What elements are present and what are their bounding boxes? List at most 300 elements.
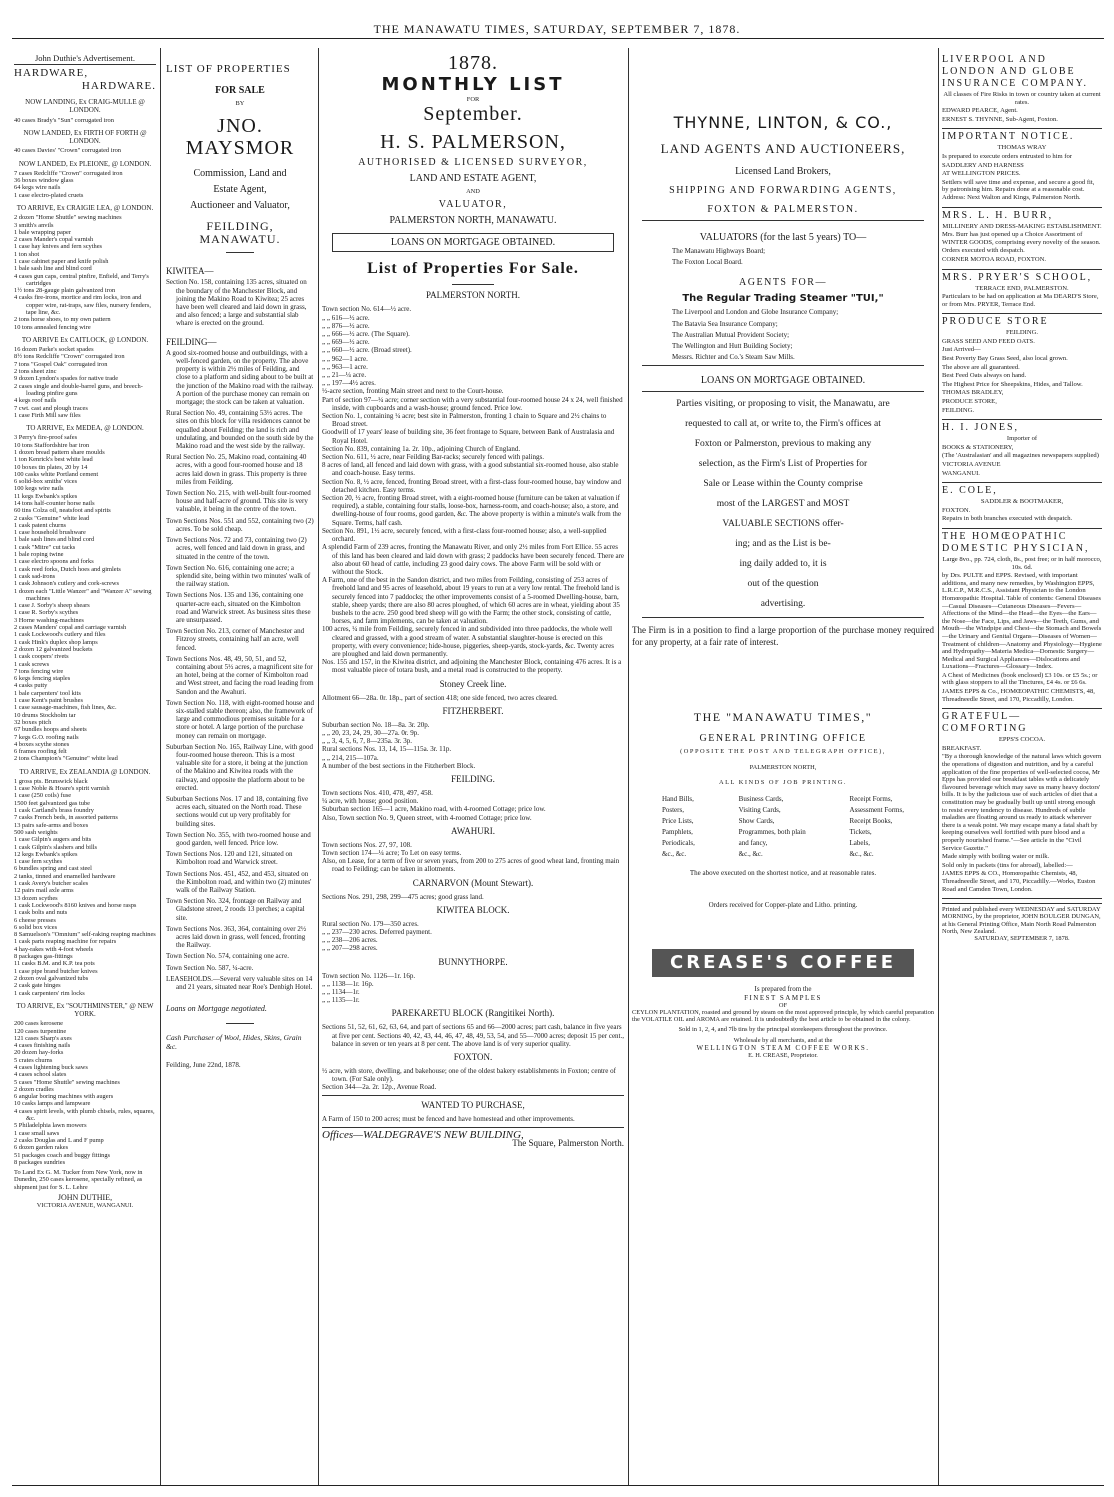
- list-entry: most of the LARGEST and MOST: [716, 499, 850, 510]
- masthead: THE MANAWATU TIMES, SATURDAY, SEPTEMBER 7, 1878.: [373, 22, 741, 36]
- wanted-head: WANTED TO PURCHASE,: [322, 1095, 624, 1112]
- region-head: BUNNYTHORPE.: [438, 956, 508, 967]
- shipment-item: 4 casks fire-irons, mortice and rim locks, iron and copper wire, rat-traps, saw files, nursery fenders, tape line, &c.: [14, 294, 151, 317]
- region-head: PALMERSTON NORTH.: [426, 290, 520, 301]
- section-head: FEILDING—: [166, 336, 217, 347]
- list-entry: &c., &c.: [849, 850, 874, 859]
- shipment-item: 1 ton shot: [14, 250, 40, 258]
- ad-line: CORNER MOTOA ROAD, FOXTON.: [942, 255, 1046, 263]
- list-entry: Town Sections Nos. 363, 364, containing over 2½ acres laid down in grass, well fenced, fronting the Railway.: [166, 924, 307, 950]
- for-label: FOR: [466, 96, 480, 103]
- ad-line: EDWARD PEARCE, Agent.: [942, 107, 1018, 115]
- coffee-line: Is prepared from the: [754, 985, 812, 994]
- shipment-item: 1 cask Lockwood's cutlery and files: [14, 631, 106, 639]
- firm-name: THYNNE, LINTON, & CO.,: [673, 113, 893, 132]
- list-entry: Section No. 839, containing 1a. 2r. 10p., adjoining Church of England.: [322, 444, 521, 453]
- list-entry: Also, Town section No. 9, Queen street, with 4-roomed Cottage; price low.: [322, 813, 532, 822]
- shipment-item: 100 kegs wire nails: [14, 485, 64, 493]
- shipment-items: [14, 346, 156, 419]
- shipment-item: 5 crates churns: [14, 1056, 53, 1064]
- and-label: AND: [466, 188, 480, 196]
- offices-address: The Square, Palmerston North.: [512, 1138, 624, 1149]
- list-entry: requested to call at, or write to, the Firm's offices at: [685, 419, 881, 430]
- ad-line: "By a thorough knowledge of the natural laws which govern the operations of digestion and nutrition, and by a careful application of the fine properties of well-selected cocoa, Mr Epps has provided our breakfast tables with a delicately flavoured beverage which may save us many heavy doctors' bills. It is by the judicious use of such articles of diet that a constitution may be gradually built up until strong enough to resist every tendency to disease. Hundreds of subtle maladies are floating around us ready to attack wherever there is a weak point. We may escape many a fatal shaft by keeping ourselves well fortified with pure blood and a properly nourished frame."—See article in the "Civil Service Gazette.": [942, 753, 1102, 852]
- region-head: PAREKARETU BLOCK (Rangitikei North).: [391, 1008, 555, 1019]
- list-entry: Also, on Lease, for a term of five or seven years, from 200 to 275 acres of good wheat land, fronting main road to Feilding; can be taken in allotments.: [322, 857, 620, 874]
- ad-title: MRS. PRYER'S SCHOOL,: [942, 271, 1093, 283]
- ad-line: BOOKS & STATIONERY,: [942, 443, 1014, 451]
- list-entry: „ „ 1138—1r. 16p.: [322, 979, 374, 988]
- shipment-item: 1 bale roping twine: [14, 551, 64, 559]
- awahuri-list: [322, 841, 624, 874]
- shipment-item: 500 sash weights: [14, 828, 58, 836]
- shipment-item: 2 casks Douglas and L and F pump: [14, 1136, 104, 1144]
- shipment-item: 2 tons Champion's "Genuine" white lead: [14, 755, 118, 763]
- list-entry: Town Section No. 355, with two-roomed house and good garden, well fenced. Price low.: [166, 830, 311, 847]
- hardware-title: HARDWARE.: [81, 80, 156, 93]
- ad-line: The Highest Price for Sheepskins, Hides, and Tallow.: [942, 380, 1083, 388]
- list-entry: The Liverpool and London and Globe Insurance Company;: [672, 308, 839, 317]
- agents-list: [632, 308, 934, 361]
- bottom-rule: [12, 1485, 1104, 1486]
- ad-line: Just Arrived—: [942, 346, 981, 354]
- list-entry: and fancy,: [738, 839, 768, 848]
- firm-line: Licensed Land Brokers,: [735, 166, 831, 177]
- region-head: AWAHURI.: [450, 825, 496, 836]
- kiwitea-list: [166, 278, 314, 327]
- shipment-item: 11 kegs Ewbank's spikes: [14, 492, 78, 500]
- shipment-item: 2 tons sheet zinc: [14, 368, 57, 376]
- coffee-banner: CREASE'S COFFEE: [652, 949, 914, 977]
- pn: PALMERSTON NORTH,: [749, 763, 817, 771]
- shipment-item: 1 gross pts. Brunswick black: [14, 777, 88, 785]
- ad-line: FEILDING.: [1005, 329, 1039, 337]
- small-ad: [942, 420, 1102, 483]
- ad-line: Particulars to be had on application at Ma DEARD'S Store, or from Mrs. PRYER, Terrace End.: [942, 293, 1099, 308]
- duthie-advertisement: [14, 52, 156, 1485]
- list-entry: The Manawatu Highways Board;: [672, 247, 766, 255]
- shipment-item: 67 bundles hoops and sheets: [14, 726, 87, 734]
- list-entry: Sale or Lease within the County comprise: [703, 479, 863, 490]
- list-entry: Goodwill of 17 years' lease of building site, 36 feet frontage to Square, between Bank of Australasia and Royal Hotel.: [322, 428, 615, 445]
- executed: The above executed on the shortest notice, and at reasonable rates.: [689, 869, 877, 878]
- ad-line: A Chest of Medicines (book enclosed) £3 10s. or £5 5s.; or with glass stoppers to all the Tinctures, £4 4s. or £6 6s.: [942, 671, 1098, 687]
- column-divider: [318, 48, 319, 1485]
- ad-line: SADDLERY AND HARNESS: [942, 161, 1024, 169]
- ceylon-text: CEYLON PLANTATION, roasted and ground by steam on the most approved principle, by which careful preparation the VOLATILE OIL and AROMA are retained. It is undoubtedly the best article to be obtained in the colony.: [632, 1009, 934, 1024]
- ad-title: PRODUCE STORE: [942, 316, 1049, 328]
- list-entry: The Wellington and Hutt Building Society;: [672, 342, 793, 351]
- list-entry: Tickets,: [849, 828, 872, 837]
- hardware-title: HARDWARE,: [14, 67, 89, 80]
- shipment-item: 1 case household brushware: [14, 529, 86, 537]
- list-entry: VALUABLE SECTIONS offer-: [722, 519, 844, 530]
- shipment-item: 2 cases single and double-barrel guns, and breech-loading pinfire guns: [14, 382, 143, 397]
- shipment-item: 2 dozen oval galvanized tubs: [14, 974, 89, 982]
- shipment-item: 1 case cabinet paper and knife polish: [14, 257, 109, 265]
- shipment-item: 1 case (250 coils) fuse: [14, 792, 72, 800]
- firm-role: LAND AGENTS AND AUCTIONEERS,: [660, 141, 906, 156]
- region-head: CARNARVON (Mount Stewart).: [412, 877, 534, 888]
- shipment-item: 1 ton Kenrick's best white lead: [14, 456, 93, 464]
- list-entry: &c., &c.: [662, 850, 687, 859]
- agent-line: Estate Agent,: [213, 184, 267, 196]
- shipment-sections: [14, 98, 156, 1166]
- shipment-item: 6 solid box vices: [14, 923, 58, 931]
- list-entry: Part of section 97—¼ acre; corner section with a very substantial four-roomed house 24 x 24, well finished inside, with cupboards and a wash-house; ground fenced. Price low.: [322, 395, 623, 412]
- list-entry: Town Section No. 587, ¼-acre.: [166, 963, 254, 972]
- shipment-item: 1 dozen each "Little Wanzer" and "Wanzer A" sewing machines: [14, 587, 152, 602]
- footer-note: To Land Ex G. M. Tucker from New York, now in Dunedin, 250 cases kerosene, specially refined, as shipment just for S. L. Lehre: [14, 1169, 143, 1191]
- ad-title: THE HOMŒOPATHIC DOMESTIC PHYSICIAN,: [942, 530, 1090, 554]
- shipment-items: [14, 147, 156, 154]
- shipment-item: 1 cask Hink's duplex shop lamps: [14, 638, 98, 646]
- shipment-item: 121 cases Sharp's axes: [14, 1034, 72, 1042]
- list-entry: Town section 174—¼ acre; To Let on easy terms.: [322, 848, 462, 857]
- list-entry: Nos. 155 and 157, in the Kiwitea district, and adjoining the Manchester Block, containing 476 acres. It is a most valuable piece of totara bush, and a metal road is constructed to the property.: [322, 658, 622, 675]
- shipment-item: 11 casks B.M. and K.P. tea pots: [14, 960, 95, 968]
- ad-line: All classes of Fire Risks in town or country taken at current rates.: [943, 91, 1101, 106]
- small-ad: [942, 208, 1102, 270]
- shipment-head: TO ARRIVE Ex CAITLOCK, @ LONDON.: [21, 335, 149, 344]
- list-entry: Foxton or Palmerston, previous to making any: [694, 439, 872, 450]
- list-entry: The Batavia Sea Insurance Company;: [672, 319, 778, 328]
- ad-line: WANGANUI.: [942, 469, 980, 477]
- ad-line: Is prepared to execute orders entrusted to him for: [942, 152, 1072, 160]
- shipment-item: 16 dozen Parke's socket spades: [14, 346, 94, 354]
- list-entry: 8 acres of land, all fenced and laid down with grass, with a good substantial six-roomed house, also stable and coach-house. Easy terms.: [322, 461, 619, 478]
- shipment-item: 200 cases kerosene: [14, 1020, 63, 1028]
- shipment-items: [14, 117, 156, 124]
- ad-heading: John Duthie's Advertisement.: [14, 54, 156, 65]
- list-entry: Pamphlets,: [662, 828, 693, 837]
- list-entry: Rural sections Nos. 13, 14, 15—115a. 3r. 11p.: [322, 745, 452, 754]
- shipment-item: 1 bale sash lines and blind cord: [14, 536, 95, 544]
- list-title: LIST OF PROPERTIES: [166, 63, 291, 75]
- shipment-item: 6 frames roofing felt: [14, 748, 67, 756]
- monthly-list-title: MONTHLY LIST: [381, 74, 565, 95]
- list-entry: ing daily added to, it is: [739, 559, 827, 570]
- list-entry: A Farm, one of the best in the Sandon district, and two miles from Feilding, consisting of 253 acres of freehold land and 95 acres of leasehold, about 19 years to run at a very low rental. The freehold land is securely fenced into 7 paddocks; the other improvements consist of a 5-roomed Dwelling-house, barn, stable, sheep yards; there are also 80 acres ploughed, of which 60 acres are in wheat, yielding about 35 bushels to the acre. 250 good bred sheep will go with the Farm; the other stock, consisting of cattle, horses, and farm implements, can be taken at valuation.: [322, 576, 620, 626]
- shipment-item: 51 packages coach and buggy fittings: [14, 1151, 111, 1159]
- shipment-item: 1 case electro spoons and forks: [14, 558, 94, 566]
- shipment-item: 6 angular boring machines with augers: [14, 1093, 114, 1101]
- list-entry: „ „ 1134—1r.: [322, 988, 360, 997]
- ad-title: LIVERPOOL AND LONDON AND GLOBE INSURANCE COMPANY.: [942, 54, 1089, 89]
- ad-line: THOMAS WRAY: [997, 144, 1047, 152]
- proprietor: E. H. CREASE, Proprietor.: [748, 1052, 818, 1060]
- ad-line: Best Feed Oats always on hand.: [942, 372, 1027, 380]
- shipment-item: 4 cases finishing nails: [14, 1042, 71, 1050]
- address: VICTORIA AVENUE, WANGANUI.: [36, 1201, 134, 1209]
- list-entry: Town Section No. 574, containing one acre.: [166, 952, 289, 961]
- shipment-item: 4 kegs roof nails: [14, 397, 57, 405]
- list-entry: Business Cards,: [738, 795, 784, 804]
- valuators-head: VALUATORS (for the last 5 years) TO—: [699, 232, 867, 243]
- shipment-head: NOW LANDED, Ex FIRTH OF FORTH @ LONDON.: [23, 128, 147, 146]
- coffee-line: OF: [778, 1001, 788, 1009]
- role: LAND AND ESTATE AGENT,: [409, 173, 537, 185]
- carnarvon-text: Sections Nos. 291, 298, 299—475 acres; good grass land.: [322, 892, 484, 901]
- list-entry: Section No. 1, containing ¼ acre; best site in Palmerston, fronting 1 chain to Square and 2½ chains to Broad street.: [322, 412, 607, 429]
- shipment-items: [14, 1020, 156, 1166]
- ad-line: by Drs. PULTE and EPPS. Revised, with important additions, and many new remedies, by Washington EPPS, L.R.C.P., M.R.C.S., Assistant Physician to the London Homœopathic Hospital. Table of contents: General Diseases—Casual Diseases—Cutaneous Diseases—Fevers—Affections of the Mind—the Head—the Eyes—the Ears—the Nose—the Face, Lips, and Jaws—the Teeth, Gums, and Mouth—the Windpipe and Chest—the Stomach and Bowels—the Urinary and Genital Organs—Diseases of Women—Treatment of children—Anatomy and Physiology—Hygiene and Hydropathy—Materia Medica—Domestic Surgery—Medical and Surgical Appliances—Dislocations and Luxations—Fractures—Glossary—Index.: [942, 572, 1102, 671]
- shipment-item: 1 cask patent churns: [14, 521, 66, 529]
- shipment-item: 1 cask parts reaping machine for repairs: [14, 938, 117, 946]
- agent-name: H. S. PALMERSON,: [380, 131, 566, 154]
- shipment-item: 4 boxes scythe stones: [14, 740, 70, 748]
- place: PALMERSTON NORTH, MANAWATU.: [389, 215, 557, 227]
- shipment-item: 13 dozen scythes: [14, 894, 58, 902]
- shipment-item: 2 cask gate hinges: [14, 982, 61, 990]
- list-entry: A number of the best sections in the Fitzherbert Block.: [322, 761, 476, 770]
- list-entry: „ „ 238—206 acres.: [322, 936, 378, 945]
- ad-line: Large 8vo., pp. 724, cloth, 8s., post free; or in half morocco, 10s. 6d.: [942, 555, 1102, 571]
- list-entry: Town Sections Nos. 451, 452, and 453, situated on the Kimbolton road, and within two (2) minutes' walk of the Railway Station.: [166, 869, 312, 895]
- shipment-item: 1 case sausage-machines, fish lines, &c.: [14, 704, 117, 712]
- region-head: KIWITEA BLOCK.: [436, 904, 510, 915]
- list-entry: Rural section No. 179—350 acres.: [322, 919, 419, 928]
- job-column: [850, 792, 904, 861]
- stoney-text: Allotment 66—28a. 0r. 18p., part of section 418; one side fenced, two acres cleared.: [322, 693, 558, 702]
- kinds: ALL KINDS OF JOB PRINTING.: [718, 778, 848, 786]
- list-entry: LEASEHOLDS.—Several very valuable sites on 14 and 21 years, situated near Roe's Denbigh Hotel.: [166, 974, 313, 992]
- list-entry: Programmes, both plain: [738, 828, 806, 837]
- coffee-line: FINEST SAMPLES: [744, 993, 822, 1002]
- list-entry: Section No. 611, ½ acre, near Feilding Bar-racks; securely fenced with palings.: [322, 453, 544, 462]
- list-entry: Town Section No. 118, with eight-roomed house and six-stalled stable thereon; also, the framework of large and commodious premises suitable for a store or hotel. A large portion of the purchase money can remain on mortgage.: [166, 698, 314, 740]
- list-entry: Parties visiting, or proposing to visit, the Manawatu, are: [676, 399, 890, 410]
- shipment-item: 2 dozen cradles: [14, 1085, 54, 1093]
- list-entry: Section 344—2a. 2r. 12p., Avenue Road.: [322, 1083, 437, 1092]
- shipment-item: 2 cases Manders' copal and carriage varnish: [14, 624, 127, 632]
- shipment-item: 1 case small saws: [14, 1129, 60, 1137]
- shipment-item: 14 tons half-counter horse nails: [14, 500, 95, 507]
- ad-title: E. COLE,: [942, 485, 998, 497]
- region-head: Stoney Creek line.: [439, 678, 507, 689]
- agents-head: AGENTS FOR—: [739, 277, 827, 289]
- shipment-item: 7 cwt. cast and plough traces: [14, 404, 88, 412]
- role: VALUATOR,: [438, 199, 508, 211]
- list-title: List of Properties For Sale.: [367, 260, 579, 278]
- list-entry: Section No. 891, 1½ acre, securely fenced, with a first-class four-roomed house; also, a well-supplied orchard.: [322, 526, 607, 544]
- wanted-text: A Farm of 150 to 200 acres; must be fenced and have homestead and other improvements.: [322, 1114, 575, 1123]
- shipment-item: 64 kegs wire nails: [14, 184, 61, 192]
- shipment-item: 7 casks French beds, in assorted patterns: [14, 814, 118, 822]
- for-sale: FOR SALE: [215, 85, 265, 96]
- ad-line: Orders executed with despatch.: [942, 247, 1025, 255]
- ad-line: FEILDING.: [942, 406, 975, 414]
- ad-line: The above are all guaranteed.: [942, 363, 1020, 371]
- shipment-item: 4 cases gun caps, central pinfire, Enfield, and Terry's cartridges: [14, 272, 149, 287]
- cash-note: Cash Purchaser of Wool, Hides, Skins, Grain &c.: [166, 1033, 302, 1051]
- list-entry: „ „ 616—½ acre.: [322, 313, 370, 322]
- small-ad: [942, 483, 1102, 529]
- list-entry: Town Section No. 324, frontage on Railway and Gladstone street, 2 roods 13 perches; a capital site.: [166, 897, 305, 922]
- shipment-item: 40 cases Davies' "Crown" corrugated iron: [14, 147, 121, 155]
- list-entry: Receipt Forms,: [849, 795, 893, 804]
- list-entry: 100 acres, ¼ mile from Feilding, securely fenced in and subdivided into three paddocks, the whole well cleared and grassed, with a good stream of water. A substantial slaughter-house is erected on this property, with every convenience; hide-house, piggeries, sheep-yards, stock-yards, &c. Twenty acres are ploughed and laid down permanently.: [322, 625, 614, 658]
- shipment-item: 1 cask Gilpin's slashers and bills: [14, 843, 97, 851]
- list-entry: advertising.: [760, 599, 806, 610]
- list-entry: Messrs. Richter and Co.'s Steam Saw Mills.: [672, 353, 795, 362]
- list-entry: „ „ 3, 4, 5, 6, 7, 8—235a. 3r. 3p.: [322, 737, 413, 746]
- shipment-item: 5 Philadelphia lawn mowers: [14, 1122, 87, 1130]
- shipment-item: 1 case Gilpin's augers and bits: [14, 836, 92, 844]
- shipment-item: 120 cases turpentine: [14, 1027, 67, 1035]
- maysmor-advertisement: [166, 52, 314, 1485]
- shipment-item: 6 dozen garden rakes: [14, 1144, 69, 1152]
- valuators-list: [632, 247, 934, 266]
- shipment-item: 1 cask sad-irons: [14, 572, 56, 580]
- section-head: KIWITEA—: [166, 266, 214, 277]
- shipment-item: 9 dozen Lyndon's spades for native trade: [14, 375, 119, 383]
- shipment-head: TO ARRIVE, Ex "SOUTHMINSTER," @ NEW YORK.: [16, 1001, 154, 1018]
- shipment-item: 20 dozen hay-forks: [14, 1049, 64, 1057]
- shipment-item: 1 cask Avery's butcher scales: [14, 880, 89, 888]
- shipment-item: 10 tons annealed fencing wire: [14, 323, 91, 331]
- list-entry: Periodicals,: [662, 839, 695, 848]
- list-entry: „ „ 666—½ acre. (The Square).: [322, 330, 410, 339]
- ad-line: (The 'Australasian' and all magazines newspapers supplied): [942, 452, 1099, 460]
- wholesale-text: Wholesale by all merchants, and at the: [733, 1036, 833, 1044]
- ad-line: MILLINERY AND DRESS-MAKING ESTABLISHMENT.: [942, 222, 1102, 230]
- shipment-item: 1 case pipe brand butcher knives: [14, 967, 98, 975]
- column-divider: [628, 48, 629, 1485]
- shipment-item: 4 casks putty: [14, 682, 48, 690]
- shipment-item: 2 dozen 12 galvanized buckets: [14, 645, 93, 653]
- ad-line: Made simply with boiling water or milk.: [942, 853, 1050, 861]
- list-entry: Receipt Books,: [849, 817, 893, 826]
- region-head: FEILDING.: [451, 773, 495, 784]
- shipment-item: 7 cases Redcliffe "Crown" corrugated iron: [14, 169, 123, 177]
- loans-note: Loans on Mortgage negotiated.: [166, 1004, 267, 1014]
- ad-line: BREAKFAST.: [942, 744, 982, 752]
- small-ad: [942, 129, 1102, 207]
- list-entry: Town sections Nos. 27, 97, 108.: [322, 840, 412, 849]
- shipment-item: 1 case Kent's paint brushes: [14, 697, 83, 705]
- list-entry: The Australian Mutual Provident Society;: [672, 330, 790, 339]
- shipment-item: 2 casks "Genuine" white lead: [14, 514, 90, 522]
- shipment-item: 10 boxes tin plates, 20 by 14: [14, 463, 88, 471]
- list-entry: Town Sections Nos. 120 and 121, situated on Kimbolton road and Warwick street.: [166, 850, 293, 867]
- loans-head: LOANS ON MORTGAGE OBTAINED.: [700, 375, 866, 387]
- shipment-item: 1 case Firth Mill saw files: [14, 411, 81, 419]
- shipment-item: 1 bale wrapping paper: [14, 228, 71, 236]
- thynne-linton-advertisement: [632, 52, 934, 1485]
- list-entry: selection, as the Firm's List of Properties for: [698, 459, 868, 470]
- list-entry: out of the question: [747, 579, 819, 590]
- list-entry: „ „ 1135—1r.: [322, 996, 360, 1005]
- shipment-item: 60 tins Colza oil, neatsfoot and spirits: [14, 507, 111, 515]
- list-entry: „ „ 669—½ acre.: [322, 338, 370, 347]
- list-entry: Hand Bills,: [662, 795, 694, 804]
- shipment-item: 1 bale carpenters' tool kits: [14, 689, 81, 697]
- shipment-item: 1 cask coopers' rivets: [14, 653, 69, 661]
- list-entry: Section 20, ½ acre, fronting Broad street, with a eight-roomed house (furniture can be taken at valuation if required), a stable, containing four stalls, loose-box, harness-room, and coach-house; also, a store, and dwelling-house of four rooms, good garden, &c. The above property is within a minute's walk from the Square. Terms, half cash.: [322, 494, 622, 527]
- list-entry: Suburban section No. 18—8a. 3r. 20p.: [322, 720, 430, 729]
- shipment-item: 1 dozen bread pattern share moulds: [14, 448, 105, 456]
- shipment-item: 3 smith's anvils: [14, 221, 54, 229]
- shipment-item: 6 bundles spring and cast steel: [14, 865, 92, 873]
- agent-name: JNO. MAYSMOR: [185, 115, 295, 160]
- orders: Orders received for Copper-plate and Litho. printing.: [708, 901, 858, 910]
- shipment-items: [14, 778, 156, 997]
- shipment-item: 12 pairs mail axle arms: [14, 887, 74, 895]
- shipment-item: 1 cask carpenters' rim locks: [14, 989, 85, 997]
- list-entry: „ „ 20, 23, 24, 29, 30—27a. 0r. 9p.: [322, 728, 420, 737]
- list-entry: Show Cards,: [738, 817, 775, 826]
- small-ad: [942, 529, 1102, 709]
- shipment-item: 7 tons "Gospel Oak" corrugated iron: [14, 360, 108, 368]
- gpo: GENERAL PRINTING OFFICE: [699, 733, 867, 745]
- role: AUTHORISED & LICENSED SURVEYOR,: [358, 157, 588, 169]
- list-entry: Price Lists,: [662, 817, 694, 826]
- list-entry: Town Section No. 215, with well-built four-roomed house and half-acre of ground. This site is very valuable, it being in the centre of the town.: [166, 489, 311, 514]
- small-ad: [942, 52, 1102, 129]
- list-entry: Town Sections Nos. 551 and 552, containing two (2) acres. To be sold cheap.: [166, 516, 314, 533]
- ad-line: AT WELLINGTON PRICES.: [942, 170, 1021, 178]
- shipment-item: 1 cask Johnson's cutlery and cork-screws: [14, 580, 119, 588]
- ad-line: TERRACE END, PALMERSTON.: [975, 284, 1069, 292]
- ad-title: GRATEFUL—COMFORTING: [942, 711, 1028, 735]
- shipment-item: 1 case R. Sorby's scythes: [14, 609, 79, 617]
- shipment-item: 4 hay-rakes with 4-foot wheels: [14, 945, 94, 953]
- ad-line: EPPS'S COCOA.: [998, 736, 1046, 744]
- works-name: WELLINGTON STEAM COFFEE WORKS.: [696, 1043, 870, 1052]
- list-entry: ½ acre, with store, dwelling, and bakehouse; one of the oldest bakery establishments in Foxton; centre of town. (For Sale only).: [322, 1067, 616, 1084]
- town-name: FEILDING, MANAWATU.: [199, 219, 281, 247]
- parekaretu-text: Sections 51, 52, 61, 62, 63, 64, and part of sections 65 and 66—2000 acres; part cash, balance in five years at five per cent. Sections 40, 42, 43, 44, 46, 47, 48, 49, 53, 54, and 55—7000 acres; deposit 15 per cent., balance in seven or ten years at 8 per cent. The above land is of very superior quality.: [322, 1023, 624, 1048]
- steamer: The Regular Trading Steamer "TUI,": [682, 293, 884, 305]
- list-entry: „ „ 876—½ acre.: [322, 321, 370, 330]
- imprint: Printed and published every WEDNESDAY and SATURDAY MORNING, by the proprietor, JOHN BOULGER DUNGAN, at his General Printing Office, Main North Road Palmerston North, New Zealand.: [942, 903, 1102, 935]
- shipment-item: 12 kegs Ewbank's spikes: [14, 850, 78, 858]
- shipment-item: 4 cases spirit levels, with plumb chisels, rules, squares, &c.: [14, 1107, 155, 1123]
- list-entry: Suburban Section No. 165, Railway Line, with good four-roomed house thereon. This is a most valuable site for a store, it being at the junction of the Makino and Kiwitea roads with the railway, and opposite the platform about to be erected.: [166, 742, 313, 792]
- list-entry: Town section No. 614—½ acre.: [322, 305, 412, 314]
- times-title: THE "MANAWATU TIMES,": [693, 710, 873, 725]
- kiwitea-list: [322, 920, 624, 953]
- ad-line: Best Poverty Bay Grass Seed, also local grown.: [942, 355, 1068, 363]
- shipment-item: 6 solid-box smiths' vices: [14, 478, 78, 486]
- list-entry: „ „ 207—298 acres.: [322, 944, 378, 953]
- firm-line: SHIPPING AND FORWARDING AGENTS,: [669, 185, 897, 196]
- shipment-item: 10 casks lamps and lampware: [14, 1100, 91, 1108]
- shipment-item: 1 case Noble & Hoare's spirit varnish: [14, 785, 110, 793]
- list-entry: Rural Section No. 49, containing 53½ acres. The sites on this block for villa residences cannot be equalled about Feilding; the land is rich and undulating, and bounded on the south side by the Makino road and the west side by the railway.: [166, 409, 314, 451]
- region-head: FITZHERBERT.: [442, 705, 504, 716]
- list-entry: Town Section No. 616, containing one acre; a splendid site, being within two minutes' walk of the railway station.: [166, 563, 311, 589]
- shipment-head: TO ARRIVE, Ex MEDEA, @ LONDON.: [26, 424, 144, 433]
- shipment-item: 8 packages gas-fittings: [14, 953, 73, 961]
- shipment-item: 1500 feet galvanized gas tube: [14, 799, 90, 807]
- ad-line: PRODUCE STORE,: [942, 398, 997, 406]
- shipment-item: 8½ tons Redcliffe "Crown" corrugated iron: [14, 353, 125, 361]
- list-entry: &c., &c.: [738, 850, 763, 859]
- ad-line: SADDLER & BOOTMAKER,: [980, 498, 1064, 506]
- list-entry: A splendid Farm of 239 acres, fronting the Manawatu River, and only 2½ miles from Fort Ellice. 55 acres of this land has been cleared and laid down with grass; 2 paddocks have been securely fenced. There are also about 60 head of cattle, including 23 good dairy cows. The above Farm will be sold with or without the Stock.: [322, 543, 624, 576]
- ad-line: Mrs. Burr has just opened up a Choice Assortment of WINTER GOODS, comprising every novelty of the season.: [942, 231, 1101, 246]
- shipment-item: 32 boxes pitch: [14, 718, 52, 726]
- shipment-item: 1 case J. Sorby's sheep shears: [14, 602, 90, 610]
- job-column: [662, 792, 695, 861]
- shipment-head: TO ARRIVE, Ex ZEALANDIA @ LONDON.: [19, 767, 151, 776]
- shipment-item: 3 Perry's fire-proof safes: [14, 434, 78, 442]
- offices: Offices—WALDEGRAVE'S NEW BUILDING,: [322, 1127, 624, 1139]
- ad-title: MRS. L. H. BURR,: [942, 209, 1054, 221]
- list-entry: Town Sections Nos. 135 and 136, containing one quarter-acre each, situated on the Kimbolton road and Warwick street. As business sites these are unsurpassed.: [166, 591, 311, 624]
